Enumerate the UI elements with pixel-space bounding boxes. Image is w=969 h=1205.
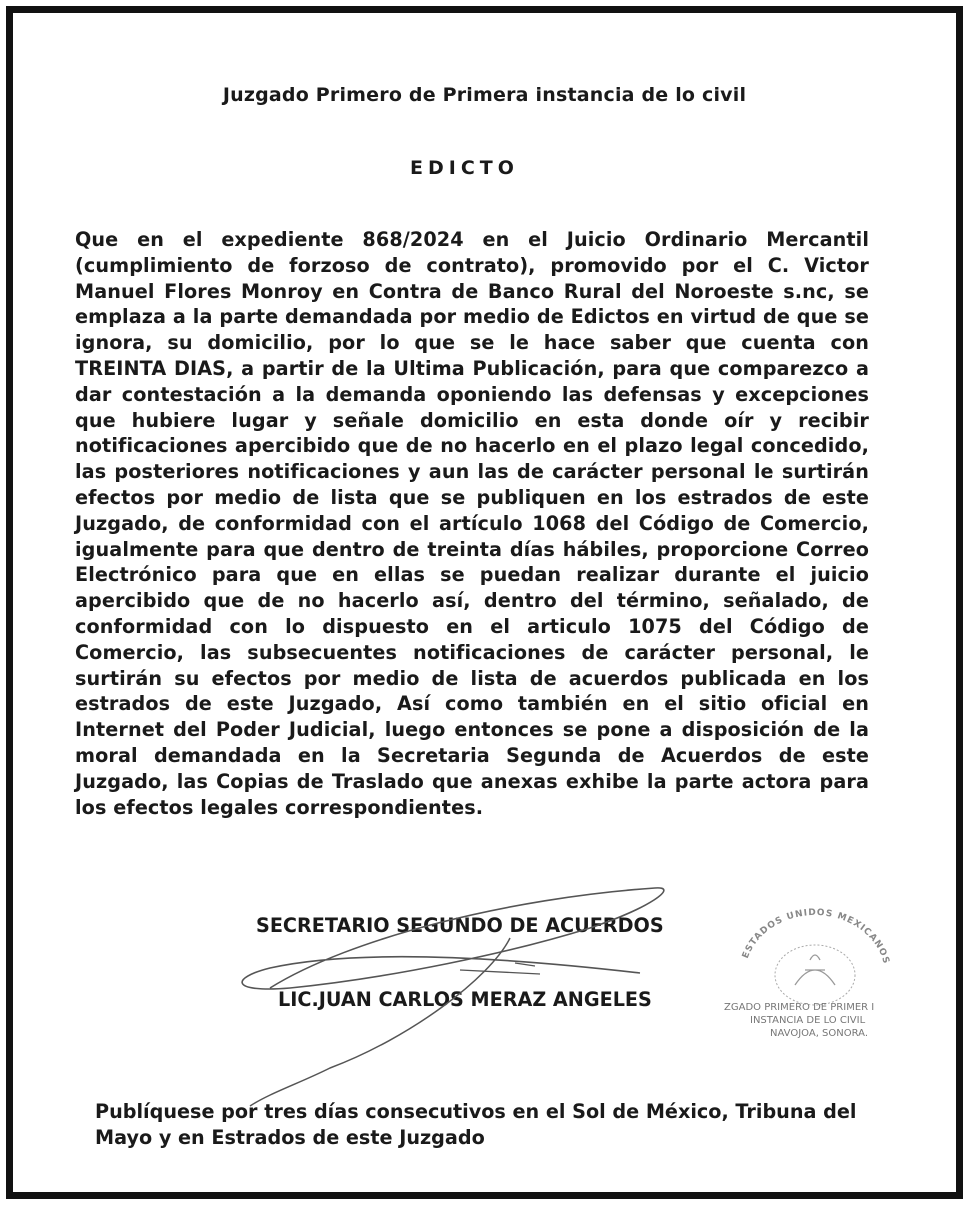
seal-line-1: ZGADO PRIMERO DE PRIMER I [724, 1002, 875, 1013]
svg-text:ESTADOS UNIDOS MEXICANOS: ESTADOS UNIDOS MEXICANOS [740, 907, 891, 966]
secretary-title: SECRETARIO SEGUNDO DE ACUERDOS [256, 914, 664, 937]
secretary-name: LIC.JUAN CARLOS MERAZ ANGELES [278, 988, 652, 1011]
document-title: EDICTO [410, 157, 519, 179]
seal-line-2: INSTANCIA DE LO CIVIL [750, 1015, 866, 1026]
edict-body-paragraph: Que en el expediente 868/2024 en el Juicio Ordinario Mercantil (cumplimiento de forzoso de contrato), promovido por el C. Victor Manuel Flores Monroy en Contra de Banco Rural del Noroeste s.nc, se emplaza a la parte demandada por medio de Edictos en virtud de que se ignora, su domicilio, por lo que se le hace saber que cuenta con TREINTA DIAS, a partir de la Ultima Publicación, para que comparezco a dar contestación a la demanda oponiendo las defensas y excepciones que hubiere lugar y señale domicilio en esta donde oír y recibir notificaciones apercibido que de no hacerlo en el plazo legal concedido, las posteriores notificaciones y aun las de carácter personal le surtirán efectos por medio de lista que se publiquen en los estrados de este Juzgado, de conformidad con el artículo 1068 del Código de Comercio, igualmente para que dentro de treinta días hábiles, proporcione Correo Electrónico para que en ellas se puedan realizar durante el juicio apercibido que de no hacerlo así, dentro del término, señalado, de conformidad con lo dispuesto en el articulo 1075 del Código de Comercio, las subsecuentes notificaciones de carácter personal, le surtirán su efectos por medio de lista de acuerdos publicada en los estrados de este Juzgado, Así como también en el sitio oficial en Internet del Poder Judicial, luego entonces se pone a disposición de la moral demandada en la Secretaria Segunda de Acuerdos de este Juzgado, las Copias de Traslado que anexas exhibe la parte actora para los efectos legales correspondientes. [75, 228, 869, 819]
seal-line-3: NAVOJOA, SONORA. [770, 1028, 869, 1039]
court-seal [720, 905, 910, 1045]
handwritten-signature [210, 878, 680, 1118]
court-heading: Juzgado Primero de Primera instancia de lo civil [222, 84, 747, 106]
publication-notice: Publíquese por tres días consecutivos en el Sol de México, Tribuna del Mayo y en Estrados de este Juzgado [95, 1100, 857, 1149]
